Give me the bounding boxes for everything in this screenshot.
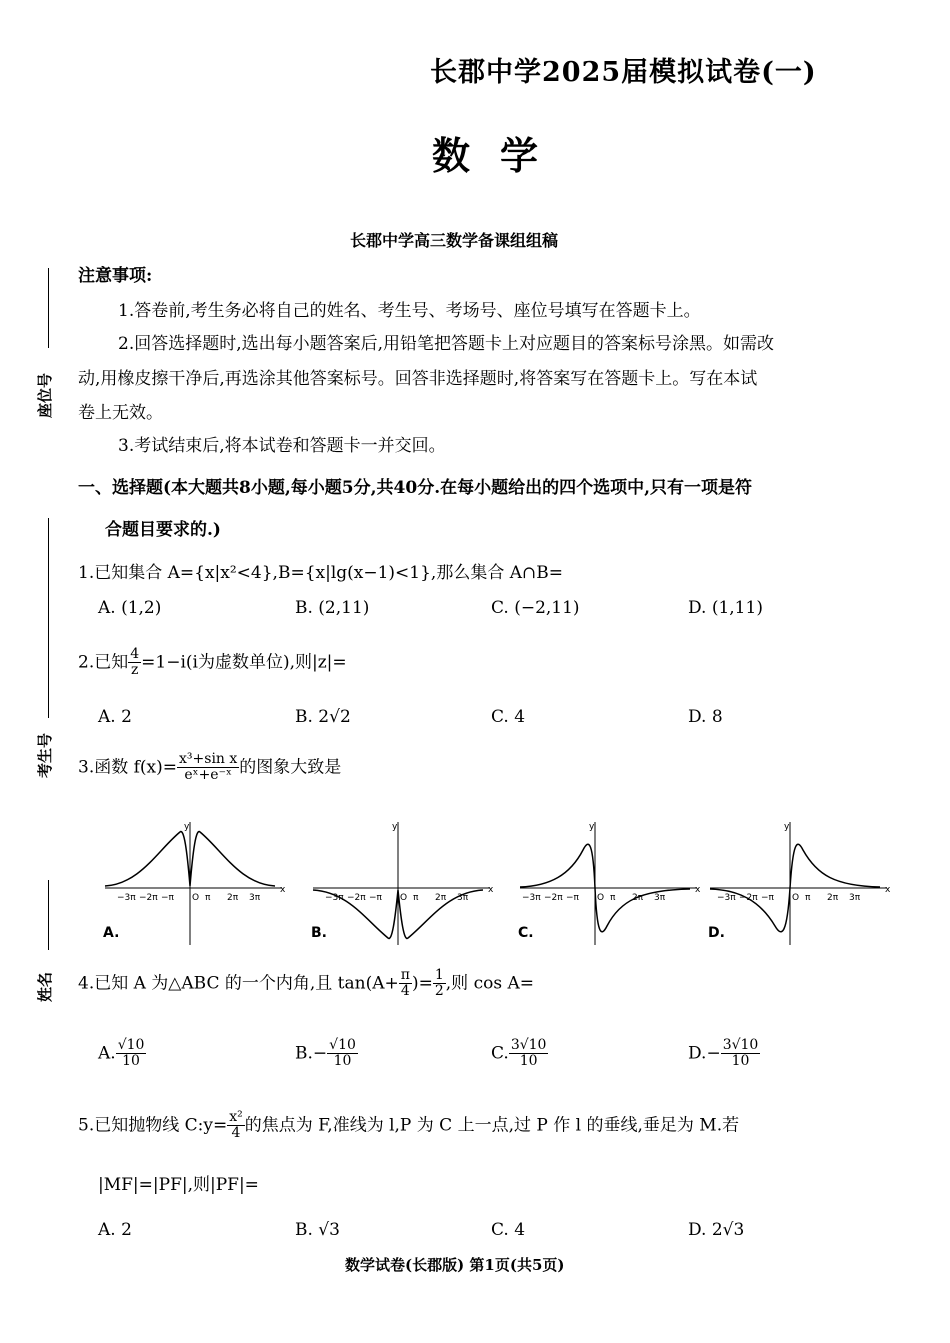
tick-label: 3π xyxy=(654,893,666,903)
q3-d-y-label: y xyxy=(784,822,790,832)
q3-b-label: B. xyxy=(311,925,327,941)
q3-graph-b xyxy=(308,820,498,950)
subject-title: 数学 xyxy=(432,133,569,178)
q5-frac-num: x² xyxy=(229,1109,243,1125)
exam-number-label: 考生号 xyxy=(36,732,54,778)
q4-c-den: 10 xyxy=(519,1053,538,1070)
q5-option-a: A. 2 xyxy=(98,1220,132,1240)
q4-a-den: 10 xyxy=(122,1053,140,1070)
page-footer: 数学试卷(长郡版) 第1页(共5页) xyxy=(345,1256,565,1274)
tick-label: −π xyxy=(161,893,174,903)
tick-label: −2π xyxy=(544,893,563,903)
q4-b-label: B. xyxy=(295,1043,313,1064)
q3-frac-num: x³+sin x xyxy=(179,751,238,767)
q2-suffix: =1−i(i为虚数单位),则|z|= xyxy=(141,652,347,673)
tick-label: π xyxy=(610,893,616,903)
tick-label: −3π xyxy=(325,893,344,903)
q3-b-y-label: y xyxy=(392,822,398,832)
q3-a-y-label: y xyxy=(184,822,190,832)
q5-prefix: 5.已知抛物线 C:y= xyxy=(78,1115,228,1136)
notice-item-2-cont: 动,用橡皮擦干净后,再选涂其他答案标号。回答非选择题时,将答案写在答题卡上。写在本试 xyxy=(78,369,758,389)
q4-d-fraction xyxy=(721,1038,761,1070)
q1-option-d: D. (1,11) xyxy=(688,598,763,618)
q4-b-den: 10 xyxy=(333,1053,352,1070)
section-heading: 一、选择题(本大题共8小题,每小题5分,共40分.在每小题给出的四个选项中,只有一项是符 xyxy=(78,478,753,498)
q3-frac-den: eˣ+e⁻ˣ xyxy=(184,767,232,784)
q3-stem xyxy=(78,752,341,784)
q4-frac2-den: 2 xyxy=(434,983,444,1000)
q3-prefix: 3.函数 f(x)= xyxy=(78,757,178,778)
tick-label: π xyxy=(805,893,811,903)
q5-fraction xyxy=(227,1110,245,1142)
q4-c-fraction xyxy=(509,1038,549,1070)
q3-d-label: D. xyxy=(708,925,725,941)
q2-option-b: B. 2√2 xyxy=(295,707,351,727)
tick-label: 3π xyxy=(457,893,469,903)
tick-label: −2π xyxy=(139,893,158,903)
q3-a-x-label: x xyxy=(280,885,286,895)
tick-label: −3π xyxy=(522,893,541,903)
q4-prefix: 4.已知 A 为△ABC 的一个内角,且 tan(A+ xyxy=(78,973,399,994)
q2-fraction xyxy=(128,647,141,679)
tick-label: 2π xyxy=(827,893,839,903)
q5-stem-cont: |MF|=|PF|,则|PF|= xyxy=(98,1175,259,1195)
tick-label: O xyxy=(792,893,800,903)
q2-option-a: A. 2 xyxy=(98,707,132,727)
tick-label: O xyxy=(400,893,408,903)
q5-option-d: D. 2√3 xyxy=(688,1220,745,1240)
q3-graph-c xyxy=(515,820,705,950)
q4-option-a xyxy=(98,1038,146,1070)
compiler-line: 长郡中学高三数学备课组组稿 xyxy=(350,231,559,250)
q4-fraction-2 xyxy=(433,968,446,1000)
notice-title: 注意事项: xyxy=(78,266,153,286)
q3-c-label: C. xyxy=(518,925,534,941)
q5-stem xyxy=(78,1110,739,1142)
q4-a-label: A. xyxy=(98,1043,116,1064)
tick-label: π xyxy=(205,893,211,903)
q4-d-den: 10 xyxy=(731,1053,750,1070)
q1-option-b: B. (2,11) xyxy=(295,598,370,618)
tick-label: −2π xyxy=(347,893,366,903)
q5-frac-den: 4 xyxy=(231,1125,241,1142)
q1-option-c: C. (−2,11) xyxy=(491,598,580,618)
exam-title: 长郡中学2025届模拟试卷(一) xyxy=(430,57,817,88)
q2-frac-den: z xyxy=(131,662,139,679)
q3-c-y-label: y xyxy=(589,822,595,832)
q4-option-c xyxy=(491,1038,548,1070)
q4-a-num: √10 xyxy=(117,1037,145,1053)
tick-label: 3π xyxy=(249,893,261,903)
q4-d-num: 3√10 xyxy=(722,1037,759,1053)
q3-d-x-label: x xyxy=(885,885,891,895)
q4-stem xyxy=(78,968,534,1000)
q3-graph-d xyxy=(705,820,895,950)
q4-b-num: √10 xyxy=(329,1037,356,1053)
q4-frac2-num: 1 xyxy=(434,967,444,983)
q4-b-sign: − xyxy=(312,1043,328,1064)
tick-label: −3π xyxy=(717,893,736,903)
binding-line-bottom xyxy=(48,880,49,950)
binding-line-mid xyxy=(48,518,49,718)
q4-frac1-den: 4 xyxy=(400,983,410,1000)
q4-b-fraction xyxy=(327,1038,358,1070)
tick-label: −π xyxy=(566,893,579,903)
q4-d-label: D. xyxy=(688,1043,707,1064)
tick-label: 2π xyxy=(435,893,447,903)
q1-option-a: A. (1,2) xyxy=(98,598,162,618)
q4-c-num: 3√10 xyxy=(510,1037,547,1053)
q3-graph-a xyxy=(100,820,290,950)
name-label: 姓名 xyxy=(36,971,54,1002)
q3-c-x-label: x xyxy=(695,885,701,895)
q3-fraction xyxy=(177,752,239,784)
tick-label: O xyxy=(192,893,200,903)
tick-label: O xyxy=(597,893,605,903)
q4-frac1-num: π xyxy=(400,967,410,983)
q1-stem: 1.已知集合 A={x|x²<4},B={x|lg(x−1)<1},那么集合 A∩B= xyxy=(78,563,563,583)
tick-label: −2π xyxy=(739,893,758,903)
q2-prefix: 2.已知 xyxy=(78,652,129,673)
q4-d-sign: − xyxy=(706,1043,721,1064)
q4-c-label: C. xyxy=(491,1043,509,1064)
q4-option-b xyxy=(295,1038,358,1070)
q4-suffix: ,则 cos A= xyxy=(445,973,534,994)
q2-stem xyxy=(78,647,347,679)
seat-number-label: 座位号 xyxy=(36,372,54,418)
q2-option-c: C. 4 xyxy=(491,707,526,727)
q4-mid: )= xyxy=(411,973,433,994)
tick-label: −3π xyxy=(117,893,136,903)
q3-a-ticks xyxy=(117,893,261,903)
q5-suffix: 的焦点为 F,准线为 l,P 为 C 上一点,过 P 作 l 的垂线,垂足为 M.若 xyxy=(244,1115,740,1136)
tick-label: −π xyxy=(761,893,774,903)
tick-label: 3π xyxy=(849,893,861,903)
tick-label: 2π xyxy=(632,893,644,903)
q3-b-x-label: x xyxy=(488,885,494,895)
tick-label: −π xyxy=(369,893,382,903)
notice-item-1: 1.答卷前,考生务必将自己的姓名、考生号、考场号、座位号填写在答题卡上。 xyxy=(118,301,701,321)
tick-label: π xyxy=(413,893,419,903)
binding-line-top xyxy=(48,268,49,348)
q4-fraction-1 xyxy=(399,968,412,1000)
q2-frac-num: 4 xyxy=(130,646,140,662)
q2-option-d: D. 8 xyxy=(688,707,723,727)
section-heading-cont: 合题目要求的.) xyxy=(105,520,221,540)
q3-a-label: A. xyxy=(103,925,120,941)
notice-item-3: 3.考试结束后,将本试卷和答题卡一并交回。 xyxy=(118,436,446,456)
notice-item-2: 2.回答选择题时,选出每小题答案后,用铅笔把答题卡上对应题目的答案标号涂黑。如需改 xyxy=(118,334,775,354)
q4-a-fraction xyxy=(116,1038,147,1070)
q5-option-b: B. √3 xyxy=(295,1220,340,1240)
notice-item-2-cont2: 卷上无效。 xyxy=(78,403,163,423)
q5-option-c: C. 4 xyxy=(491,1220,526,1240)
tick-label: 2π xyxy=(227,893,239,903)
q3-suffix: 的图象大致是 xyxy=(239,757,342,778)
q4-option-d xyxy=(688,1038,760,1070)
